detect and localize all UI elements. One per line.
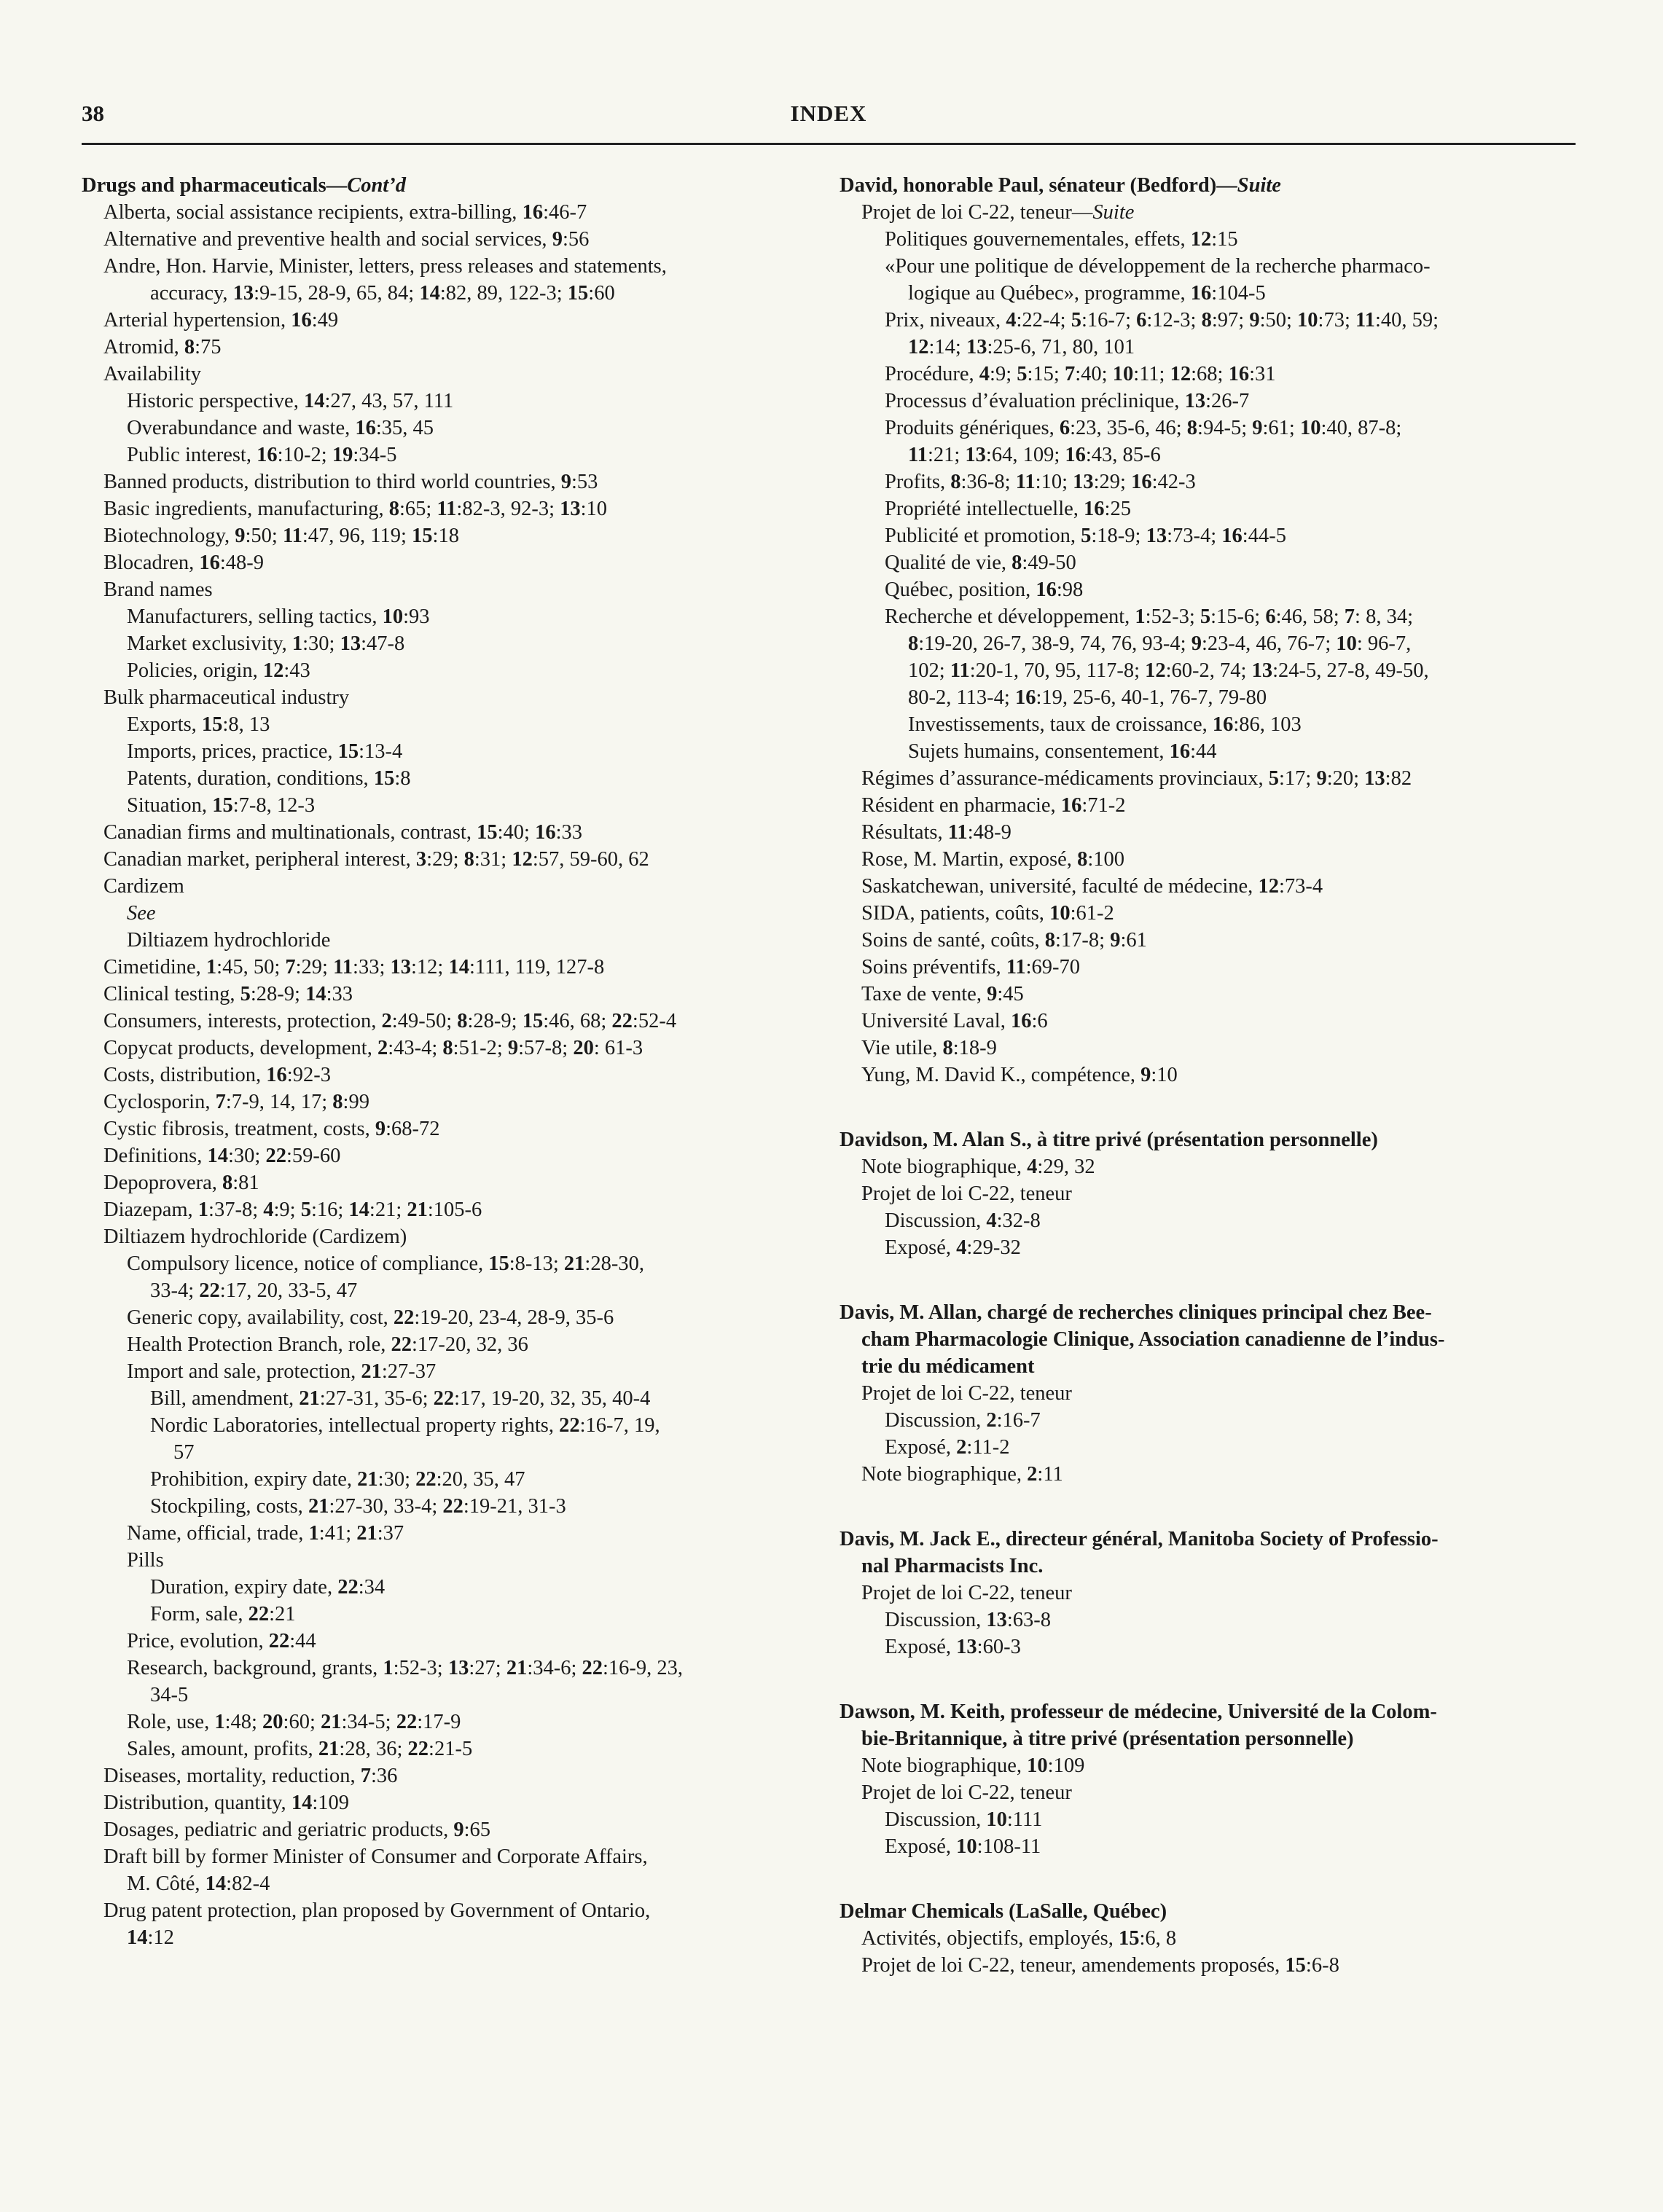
- index-entry: nal Pharmacists Inc.: [861, 1555, 1044, 1577]
- index-entry: Manufacturers, selling tactics, 10:93: [127, 605, 430, 628]
- index-heading: Dawson, M. Keith, professeur de médecine, Université de la Colom-: [840, 1701, 1437, 1723]
- index-entry: Qualité de vie, 8:49-50: [885, 552, 1076, 574]
- index-entry: Projet de loi C-22, teneur: [861, 1183, 1072, 1205]
- index-entry: Duration, expiry date, 22:34: [150, 1576, 386, 1599]
- index-entry: Historic perspective, 14:27, 43, 57, 111: [127, 390, 454, 412]
- index-entry: Propriété intellectuelle, 16:25: [885, 498, 1131, 520]
- index-entry: Sujets humains, consentement, 16:44: [908, 740, 1217, 763]
- index-entry: Soins de santé, coûts, 8:17-8; 9:61: [861, 929, 1147, 952]
- index-entry: Diltiazem hydrochloride (Cardizem): [103, 1225, 407, 1248]
- index-entry: Compulsory licence, notice of compliance, 15:8-13; 21:28-30,: [127, 1252, 644, 1275]
- index-entry: Discussion, 4:32-8: [885, 1209, 1041, 1232]
- index-entry: Exports, 15:8, 13: [127, 713, 270, 736]
- index-entry: 14:12: [127, 1926, 174, 1949]
- index-entry: Role, use, 1:48; 20:60; 21:34-5; 22:17-9: [127, 1711, 461, 1733]
- index-entry: Régimes d’assurance-médicaments provinciaux, 5:17; 9:20; 13:82: [861, 767, 1412, 790]
- index-entry: Generic copy, availability, cost, 22:19-20, 23-4, 28-9, 35-6: [127, 1306, 614, 1329]
- index-heading: Davis, M. Allan, chargé de recherches cliniques principal chez Bee-: [840, 1301, 1432, 1324]
- index-entry: Université Laval, 16:6: [861, 1010, 1048, 1032]
- index-entry: Diazepam, 1:37-8; 4:9; 5:16; 14:21; 21:105-6: [103, 1199, 482, 1221]
- index-entry: Cystic fibrosis, treatment, costs, 9:68-72: [103, 1118, 440, 1140]
- entry-spacer: [840, 1660, 1576, 1698]
- index-entry: Résultats, 11:48-9: [861, 821, 1012, 844]
- index-entry: 34-5: [150, 1684, 189, 1706]
- index-entry: Produits génériques, 6:23, 35-6, 46; 8:94-5; 9:61; 10:40, 87-8;: [885, 417, 1402, 439]
- index-heading: David, honorable Paul, sénateur (Bedford)—Suite: [840, 174, 1281, 197]
- index-entry: Banned products, distribution to third world countries, 9:53: [103, 471, 598, 493]
- index-entry: cham Pharmacologie Clinique, Association canadienne de l’indus-: [861, 1328, 1445, 1351]
- index-column-right: [840, 172, 1576, 1979]
- index-entry: Projet de loi C-22, teneur, amendements proposés, 15:6-8: [861, 1954, 1339, 1977]
- index-entry: Cimetidine, 1:45, 50; 7:29; 11:33; 13:12; 14:111, 119, 127-8: [103, 956, 605, 978]
- running-title: INDEX: [790, 101, 867, 126]
- index-entry: Costs, distribution, 16:92-3: [103, 1064, 331, 1086]
- index-entry: Discussion, 10:111: [885, 1808, 1043, 1831]
- index-entry: Projet de loi C-22, teneur: [861, 1781, 1072, 1804]
- index-entry: Note biographique, 10:109: [861, 1754, 1085, 1777]
- index-entry: Policies, origin, 12:43: [127, 659, 310, 682]
- index-entry: Recherche et développement, 1:52-3; 5:15-6; 6:46, 58; 7: 8, 34;: [885, 605, 1414, 628]
- index-entry: Distribution, quantity, 14:109: [103, 1792, 349, 1814]
- index-entry: SIDA, patients, coûts, 10:61-2: [861, 902, 1114, 925]
- index-entry: Exposé, 2:11-2: [885, 1436, 1010, 1459]
- index-entry: 33-4; 22:17, 20, 33-5, 47: [150, 1279, 358, 1302]
- index-entry: Procédure, 4:9; 5:15; 7:40; 10:11; 12:68; 16:31: [885, 363, 1276, 385]
- index-entry: Public interest, 16:10-2; 19:34-5: [127, 444, 397, 466]
- index-entry: Definitions, 14:30; 22:59-60: [103, 1145, 341, 1167]
- index-entry: Discussion, 13:63-8: [885, 1609, 1052, 1631]
- index-entry: «Pour une politique de développement de la recherche pharmaco-: [885, 255, 1431, 278]
- index-entry: Blocadren, 16:48-9: [103, 552, 265, 574]
- index-heading: Davidson, M. Alan S., à titre privé (présentation personnelle): [840, 1129, 1378, 1151]
- index-entry: Bulk pharmaceutical industry: [103, 686, 350, 709]
- index-entry: Exposé, 10:108-11: [885, 1835, 1041, 1858]
- index-entry: Brand names: [103, 579, 213, 601]
- index-entry: Discussion, 2:16-7: [885, 1409, 1041, 1432]
- index-entry: Cardizem: [103, 875, 184, 898]
- index-heading: Drugs and pharmaceuticals—Cont’d: [82, 174, 406, 197]
- index-entry: Exposé, 4:29-32: [885, 1236, 1021, 1259]
- index-entry: 57: [173, 1441, 195, 1464]
- index-entry: Saskatchewan, université, faculté de médecine, 12:73-4: [861, 875, 1323, 898]
- index-entry: Exposé, 13:60-3: [885, 1636, 1021, 1658]
- entry-spacer: [840, 1089, 1576, 1126]
- index-entry: Form, sale, 22:21: [150, 1603, 296, 1625]
- index-entry: Drug patent protection, plan proposed by Government of Ontario,: [103, 1899, 651, 1922]
- index-heading: Davis, M. Jack E., directeur général, Manitoba Society of Professio-: [840, 1528, 1439, 1550]
- index-entry: accuracy, 13:9-15, 28-9, 65, 84; 14:82, 89, 122-3; 15:60: [150, 282, 615, 305]
- index-entry: 12:14; 13:25-6, 71, 80, 101: [908, 336, 1135, 358]
- index-entry: Prix, niveaux, 4:22-4; 5:16-7; 6:12-3; 8:97; 9:50; 10:73; 11:40, 59;: [885, 309, 1439, 332]
- index-entry: Health Protection Branch, role, 22:17-20, 32, 36: [127, 1333, 528, 1356]
- index-entry: Situation, 15:7-8, 12-3: [127, 794, 316, 817]
- index-entry: Profits, 8:36-8; 11:10; 13:29; 16:42-3: [885, 471, 1196, 493]
- index-entry: Arterial hypertension, 16:49: [103, 309, 339, 332]
- index-entry: bie-Britannique, à titre privé (présentation personnelle): [861, 1727, 1354, 1750]
- index-entry: 11:21; 13:64, 109; 16:43, 85-6: [908, 444, 1161, 466]
- entry-spacer: [840, 1261, 1576, 1299]
- index-entry: Prohibition, expiry date, 21:30; 22:20, 35, 47: [150, 1468, 525, 1491]
- index-entry: Projet de loi C-22, teneur: [861, 1382, 1072, 1405]
- index-entry: trie du médicament: [861, 1355, 1035, 1378]
- index-entry: Basic ingredients, manufacturing, 8:65; 11:82-3, 92-3; 13:10: [103, 498, 608, 520]
- index-heading: Delmar Chemicals (LaSalle, Québec): [840, 1900, 1167, 1923]
- index-entry: Rose, M. Martin, exposé, 8:100: [861, 848, 1124, 871]
- entry-spacer: [840, 1488, 1576, 1526]
- index-entry: Processus d’évaluation préclinique, 13:26-7: [885, 390, 1250, 412]
- index-entry: Stockpiling, costs, 21:27-30, 33-4; 22:19-21, 31-3: [150, 1495, 566, 1518]
- page-number: 38: [82, 101, 104, 126]
- index-entry: Bill, amendment, 21:27-31, 35-6; 22:17, 19-20, 32, 35, 40-4: [150, 1387, 651, 1410]
- index-entry: 8:19-20, 26-7, 38-9, 74, 76, 93-4; 9:23-4, 46, 76-7; 10: 96-7,: [908, 632, 1412, 655]
- index-entry: Vie utile, 8:18-9: [861, 1037, 997, 1059]
- index-entry: Taxe de vente, 9:45: [861, 983, 1024, 1005]
- index-entry: Publicité et promotion, 5:18-9; 13:73-4; 16:44-5: [885, 525, 1286, 547]
- index-entry: Politiques gouvernementales, effets, 12:15: [885, 228, 1238, 251]
- index-entry: Alternative and preventive health and social services, 9:56: [103, 228, 590, 251]
- index-entry: Note biographique, 4:29, 32: [861, 1156, 1095, 1178]
- index-entry: Consumers, interests, protection, 2:49-50; 8:28-9; 15:46, 68; 22:52-4: [103, 1010, 677, 1032]
- index-entry: Research, background, grants, 1:52-3; 13:27; 21:34-6; 22:16-9, 23,: [127, 1657, 684, 1679]
- index-entry: Sales, amount, profits, 21:28, 36; 22:21-5: [127, 1738, 473, 1760]
- index-entry: Cyclosporin, 7:7-9, 14, 17; 8:99: [103, 1091, 369, 1113]
- index-entry: Biotechnology, 9:50; 11:47, 96, 119; 15:18: [103, 525, 459, 547]
- index-entry: Projet de loi C-22, teneur—Suite: [861, 201, 1135, 224]
- index-entry: Nordic Laboratories, intellectual property rights, 22:16-7, 19,: [150, 1414, 660, 1437]
- index-entry: 80-2, 113-4; 16:19, 25-6, 40-1, 76-7, 79-80: [908, 686, 1267, 709]
- index-entry: Overabundance and waste, 16:35, 45: [127, 417, 434, 439]
- index-entry: Atromid, 8:75: [103, 336, 222, 358]
- index-entry: Draft bill by former Minister of Consumer and Corporate Affairs,: [103, 1846, 648, 1868]
- index-entry: Alberta, social assistance recipients, extra-billing, 16:46-7: [103, 201, 587, 224]
- index-entry: Investissements, taux de croissance, 16:86, 103: [908, 713, 1302, 736]
- index-entry: Imports, prices, practice, 15:13-4: [127, 740, 403, 763]
- index-entry: Soins préventifs, 11:69-70: [861, 956, 1081, 978]
- index-entry: Diseases, mortality, reduction, 7:36: [103, 1765, 398, 1787]
- index-entry: Projet de loi C-22, teneur: [861, 1582, 1072, 1604]
- index-column-left: [82, 172, 810, 1951]
- index-entry: Clinical testing, 5:28-9; 14:33: [103, 983, 353, 1005]
- index-entry: Copycat products, development, 2:43-4; 8:51-2; 9:57-8; 20: 61-3: [103, 1037, 643, 1059]
- index-entry: Availability: [103, 363, 202, 385]
- index-entry: Andre, Hon. Harvie, Minister, letters, press releases and statements,: [103, 255, 667, 278]
- index-entry: See: [127, 902, 156, 925]
- index-entry: Activités, objectifs, employés, 15:6, 8: [861, 1927, 1177, 1950]
- index-entry: Depoprovera, 8:81: [103, 1172, 259, 1194]
- index-entry: M. Côté, 14:82-4: [127, 1872, 270, 1895]
- index-entry: Price, evolution, 22:44: [127, 1630, 316, 1652]
- entry-spacer: [840, 1860, 1576, 1898]
- index-entry: Market exclusivity, 1:30; 13:47-8: [127, 632, 405, 655]
- index-entry: Canadian market, peripheral interest, 3:29; 8:31; 12:57, 59-60, 62: [103, 848, 649, 871]
- index-entry: Pills: [127, 1549, 164, 1572]
- index-entry: logique au Québec», programme, 16:104-5: [908, 282, 1266, 305]
- index-entry: Import and sale, protection, 21:27-37: [127, 1360, 437, 1383]
- index-entry: Note biographique, 2:11: [861, 1463, 1063, 1486]
- index-entry: Yung, M. David K., compétence, 9:10: [861, 1064, 1178, 1086]
- index-entry: Québec, position, 16:98: [885, 579, 1084, 601]
- index-entry: Name, official, trade, 1:41; 21:37: [127, 1522, 404, 1545]
- index-entry: Résident en pharmacie, 16:71-2: [861, 794, 1126, 817]
- index-entry: Patents, duration, conditions, 15:8: [127, 767, 411, 790]
- index-entry: Diltiazem hydrochloride: [127, 929, 331, 952]
- page-header: [82, 96, 1576, 145]
- index-entry: Dosages, pediatric and geriatric products, 9:65: [103, 1819, 491, 1841]
- index-entry: 102; 11:20-1, 70, 95, 117-8; 12:60-2, 74; 13:24-5, 27-8, 49-50,: [908, 659, 1429, 682]
- index-entry: Canadian firms and multinationals, contrast, 15:40; 16:33: [103, 821, 582, 844]
